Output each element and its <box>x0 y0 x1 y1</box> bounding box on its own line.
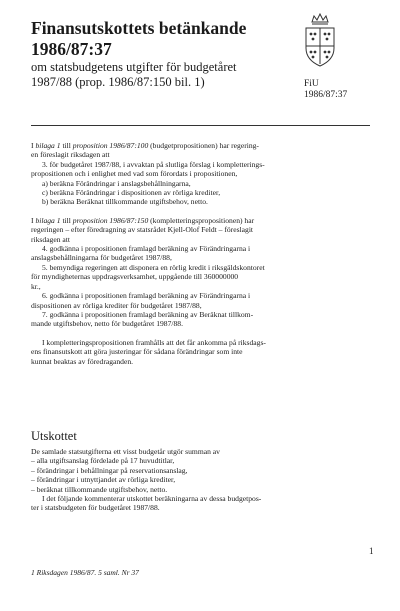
intro-paragraph-3-cont <box>31 347 370 356</box>
section-heading: Utskottet <box>31 429 77 443</box>
bilaga-reference: bilaga 1 <box>35 215 61 225</box>
text-line: dispositionen av rörliga krediter för budgetåret 1987/88, <box>31 300 202 310</box>
text-line: anslagsbehållningarna för budgetåret 1987/88, <box>31 253 172 263</box>
item-7 <box>31 310 370 319</box>
text-fragment: I <box>31 141 36 150</box>
text-line: mande utgiftsbehov, netto för budgetåret 1987/88. <box>31 319 183 329</box>
intro-paragraph-3-cont-2 <box>31 357 370 366</box>
section-bullet-2: – förändringar i behållningar på reservationsanslag, <box>31 465 188 475</box>
proposition-reference: proposition 1986/87:150 <box>72 215 149 225</box>
section-bullet-4: – beräknat tillkommande utgiftsbehov, netto. <box>31 484 168 494</box>
subtitle-line-2: 1987/88 (prop. 1986/87:150 bil. 1) <box>31 75 205 89</box>
text-line: riksdagen att <box>31 234 71 244</box>
text-line: regeringen – efter föredragning av statsrådet Kjell-Olof Feldt – föreslagit <box>31 225 254 235</box>
item-5-cont <box>31 272 370 281</box>
text-line: kr., <box>31 281 41 291</box>
section-line-7: ter i statsbudgeten för budgetåret 1987/88. <box>31 503 160 513</box>
item-4 <box>31 244 370 253</box>
item-3-b <box>31 188 370 197</box>
text-line: 7. godkänna i propositionen framlagd beräkning av Beräknat tillkom- <box>42 309 254 319</box>
title-line-1: Finansutskottets betänkande <box>31 18 247 38</box>
text-line: 3. för budgetåret 1987/88, i avvaktan på slutliga förslag i kompletterings- <box>42 159 265 169</box>
section-line-1: De samlade statsutgifterna ett visst budgetår utgör summan av <box>31 447 220 456</box>
text-fragment: till <box>60 141 73 150</box>
text-line: 6. godkänna i propositionen framlagd beräkning av Förändringarna i <box>42 291 251 301</box>
document-title <box>31 18 246 60</box>
reference-committee: FiU <box>304 79 319 89</box>
intro-paragraph-2 <box>31 216 370 244</box>
page-number: 1 <box>369 546 374 556</box>
item-5 <box>31 263 370 272</box>
item-3-cont <box>31 169 370 178</box>
item-6-cont <box>31 301 370 310</box>
item-5-cont-2 <box>31 282 370 291</box>
bilaga-reference: bilaga 1 <box>35 141 61 150</box>
page-footer: 1 Riksdagen 1986/87. 5 saml. Nr 37 <box>31 568 139 577</box>
text-fragment: (kompletteringspropositionen) har <box>148 215 255 225</box>
intro-text <box>31 141 370 366</box>
text-line: 5. bemyndiga regeringen att disponera en rörlig kredit i riksgäldskontoret <box>42 262 265 272</box>
reference-number: 1986/87:37 <box>304 90 348 100</box>
text-line: a) beräkna Förändringar i anslagsbehållningarna, <box>42 178 191 188</box>
text-fragment: (budgetpropositionen) har regering- <box>148 141 259 150</box>
proposition-reference: proposition 1986/87:100 <box>72 141 149 150</box>
section-bullet-1: – alla utgiftsanslag fördelade på 17 huvudtitlar, <box>31 456 175 466</box>
title-line-2: 1986/87:37 <box>31 39 112 59</box>
document-subtitle <box>31 60 237 90</box>
document-reference <box>304 79 347 101</box>
header-divider <box>31 125 370 126</box>
swedish-coat-of-arms-icon <box>300 12 340 70</box>
text-fragment: I <box>31 215 36 225</box>
text-line: I kompletteringspropositionen framhålls att det får ankomma på riksdags- <box>42 337 266 347</box>
text-line: propositionen och i enlighet med vad som förordats i propositionen, <box>31 169 238 179</box>
item-3-a <box>31 179 370 188</box>
text-line: för myndigheternas uppdragsverksamhet, uppgående till 360000000 <box>31 272 239 282</box>
text-line: kunnat beaktas av föredraganden. <box>31 356 134 366</box>
text-line: c) beräkna Förändringar i dispositionen av rörliga krediter, <box>42 188 221 198</box>
item-3-c <box>31 197 370 206</box>
section-line-6: I det följande kommenterar utskottet beräkningarna av dessa budgetpos- <box>42 494 262 504</box>
intro-paragraph-3 <box>31 338 370 347</box>
text-line: b) beräkna Beräknat tillkommande utgiftsbehov, netto. <box>42 197 208 207</box>
intro-paragraph-1 <box>31 141 370 160</box>
text-line: en föreslagit riksdagen att <box>31 150 110 160</box>
section-text <box>31 447 370 513</box>
text-fragment: till <box>60 215 73 225</box>
item-7-cont <box>31 319 370 328</box>
item-3 <box>31 160 370 169</box>
item-6 <box>31 291 370 300</box>
subtitle-line-1: om statsbudgetens utgifter för budgetåret <box>31 60 237 74</box>
section-bullet-3: – förändringar i utnyttjandet av rörliga krediter, <box>31 475 176 485</box>
text-line: ens finansutskott att göra justeringar för sådana förändringar som inte <box>31 347 243 357</box>
item-4-cont <box>31 253 370 262</box>
text-line: 4. godkänna i propositionen framlagd beräkning av Förändringarna i <box>42 244 251 254</box>
